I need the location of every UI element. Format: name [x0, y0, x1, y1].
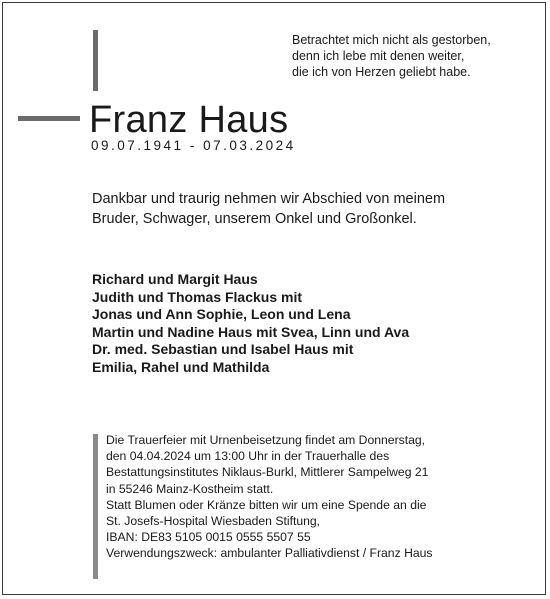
family-line: Jonas und Ann Sophie, Leon und Lena — [92, 306, 351, 322]
family-line: Emilia, Rahel und Mathilda — [92, 358, 270, 375]
vertical-accent-bar — [93, 30, 98, 91]
family-line: Dr. med. Sebastian und Isabel Haus mit — [92, 341, 354, 357]
intro-line: Bruder, Schwager, unserem Onkel und Großonkel. — [92, 211, 417, 227]
family-list — [92, 271, 532, 376]
family-line: Judith und Thomas Flackus mit — [92, 288, 303, 305]
intro-text — [92, 189, 522, 229]
quote-line: die ich von Herzen geliebt habe. — [292, 65, 471, 79]
info-accent-bar — [93, 434, 98, 579]
deceased-name: Franz Haus — [89, 99, 289, 141]
info-line: in 55246 Mainz-Kostheim statt. — [106, 481, 274, 496]
quote-line: Betrachtet mich nicht als gestorben, — [292, 33, 491, 47]
info-line: St. Josefs-Hospital Wiesbaden Stiftung, — [106, 514, 321, 529]
quote-line: denn ich lebe mit denen weiter, — [292, 49, 465, 63]
info-line: Die Trauerfeier mit Urnenbeisetzung findet am Donnerstag, — [106, 433, 426, 447]
family-line: Richard und Margit Haus — [92, 271, 258, 287]
funeral-info — [106, 432, 536, 562]
info-line: Bestattungsinstitutes Niklaus-Burkl, Mittlerer Sampelweg 21 — [106, 465, 429, 480]
life-dates: 09.07.1941 - 07.03.2024 — [91, 138, 296, 153]
info-line: den 04.04.2024 um 13:00 Uhr in der Trauerhalle des — [106, 449, 390, 464]
intro-line: Dankbar und traurig nehmen wir Abschied von meinem — [92, 191, 446, 207]
memorial-quote — [292, 32, 532, 80]
info-line: IBAN: DE83 5105 0015 0555 5507 55 — [106, 530, 311, 545]
family-line: Martin und Nadine Haus mit Svea, Linn und Ava — [92, 323, 410, 340]
info-line: Statt Blumen oder Kränze bitten wir um eine Spende an die — [106, 497, 427, 512]
horizontal-accent-bar — [18, 116, 80, 121]
info-line: Verwendungszweck: ambulanter Palliativdienst / Franz Haus — [106, 546, 433, 561]
